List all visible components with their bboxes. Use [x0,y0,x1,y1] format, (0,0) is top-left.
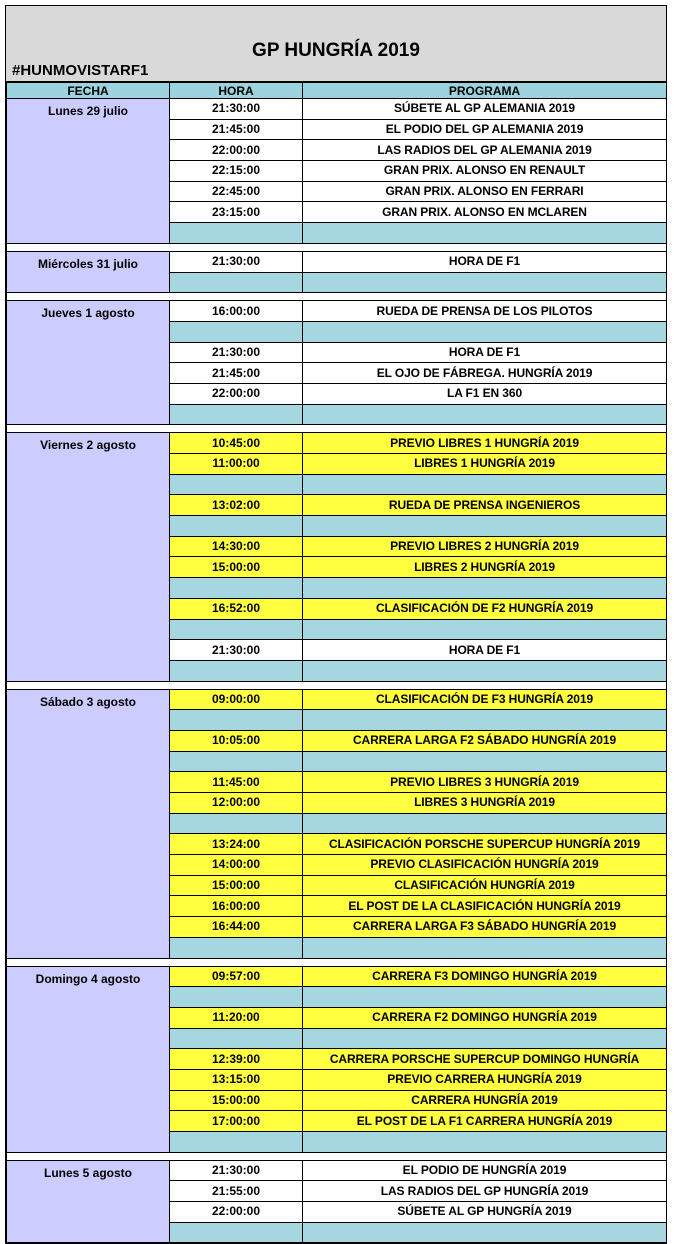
time-cell: 14:30:00 [170,536,303,557]
program-cell: CARRERA F3 DOMINGO HUNGRÍA 2019 [303,966,667,987]
time-cell [170,1132,303,1153]
program-cell: HORA DE F1 [303,251,667,272]
time-cell: 12:39:00 [170,1049,303,1070]
time-cell: 16:52:00 [170,598,303,619]
time-cell: 22:15:00 [170,161,303,182]
program-cell: RUEDA DE PRENSA INGENIEROS [303,495,667,516]
program-cell: EL PODIO DEL GP ALEMANIA 2019 [303,119,667,140]
time-cell: 09:00:00 [170,689,303,710]
time-cell: 16:00:00 [170,301,303,322]
program-cell: PREVIO CLASIFICACIÓN HUNGRÍA 2019 [303,855,667,876]
program-cell [303,619,667,640]
time-cell: 14:00:00 [170,855,303,876]
program-cell: LIBRES 1 HUNGRÍA 2019 [303,454,667,475]
program-cell [303,710,667,731]
program-cell: CLASIFICACIÓN DE F3 HUNGRÍA 2019 [303,689,667,710]
program-cell: LIBRES 2 HUNGRÍA 2019 [303,557,667,578]
program-cell: CARRERA PORSCHE SUPERCUP DOMINGO HUNGRÍA [303,1049,667,1070]
program-cell: LIBRES 3 HUNGRÍA 2019 [303,793,667,814]
schedule-table [6,82,667,1243]
separator-cell [7,425,667,433]
time-cell [170,987,303,1008]
time-cell: 15:00:00 [170,875,303,896]
day-date: Lunes 5 agosto [7,1160,170,1243]
day-separator [7,243,667,251]
program-cell: LAS RADIOS DEL GP HUNGRÍA 2019 [303,1181,667,1202]
time-cell: 21:30:00 [170,99,303,120]
time-cell: 09:57:00 [170,966,303,987]
schedule-row [7,99,667,120]
time-cell: 22:00:00 [170,1202,303,1223]
program-cell: EL POST DE LA F1 CARRERA HUNGRÍA 2019 [303,1111,667,1132]
program-cell [303,751,667,772]
day-date: Sábado 3 agosto [7,689,170,958]
time-cell [170,751,303,772]
time-cell: 21:45:00 [170,363,303,384]
program-cell: HORA DE F1 [303,342,667,363]
time-cell: 13:02:00 [170,495,303,516]
time-cell: 10:05:00 [170,730,303,751]
page-title: GP HUNGRÍA 2019 [252,40,420,61]
program-cell [303,474,667,495]
schedule-row [7,1160,667,1181]
column-header-row [7,83,667,99]
day-date: Lunes 29 julio [7,99,170,244]
separator-cell [7,293,667,301]
program-cell: CARRERA LARGA F2 SÁBADO HUNGRÍA 2019 [303,730,667,751]
sheet-header [6,6,666,82]
time-cell: 15:00:00 [170,557,303,578]
program-cell [303,223,667,244]
program-cell [303,1028,667,1049]
time-cell: 16:44:00 [170,917,303,938]
column-header-hora: HORA [170,83,303,99]
time-cell [170,1028,303,1049]
time-cell: 22:00:00 [170,383,303,404]
program-cell [303,321,667,342]
time-cell: 21:45:00 [170,119,303,140]
separator-cell [7,243,667,251]
program-cell: SÚBETE AL GP ALEMANIA 2019 [303,99,667,120]
day-separator [7,1152,667,1160]
separator-cell [7,958,667,966]
time-cell: 21:30:00 [170,342,303,363]
program-cell: LA F1 EN 360 [303,383,667,404]
program-cell [303,578,667,599]
program-cell [303,660,667,681]
time-cell [170,710,303,731]
program-cell: CLASIFICACIÓN DE F2 HUNGRÍA 2019 [303,598,667,619]
program-cell [303,404,667,425]
day-separator [7,293,667,301]
time-cell [170,272,303,293]
time-cell [170,660,303,681]
day-date: Domingo 4 agosto [7,966,170,1152]
program-cell: SÚBETE AL GP HUNGRÍA 2019 [303,1202,667,1223]
program-cell: HORA DE F1 [303,640,667,661]
program-cell: CARRERA HUNGRÍA 2019 [303,1090,667,1111]
time-cell: 10:45:00 [170,433,303,454]
program-cell: LAS RADIOS DEL GP ALEMANIA 2019 [303,140,667,161]
time-cell [170,578,303,599]
time-cell: 16:00:00 [170,896,303,917]
time-cell: 11:00:00 [170,454,303,475]
column-header-programa: PROGRAMA [303,83,667,99]
time-cell: 15:00:00 [170,1090,303,1111]
time-cell [170,223,303,244]
time-cell: 21:55:00 [170,1181,303,1202]
day-separator [7,681,667,689]
schedule-row [7,966,667,987]
time-cell [170,813,303,834]
program-cell: CLASIFICACIÓN PORSCHE SUPERCUP HUNGRÍA 2019 [303,834,667,855]
program-cell: PREVIO LIBRES 1 HUNGRÍA 2019 [303,433,667,454]
separator-cell [7,1152,667,1160]
time-cell: 11:45:00 [170,772,303,793]
hashtag: #HUNMOVISTARF1 [12,62,149,79]
time-cell [170,404,303,425]
program-cell: GRAN PRIX. ALONSO EN FERRARI [303,181,667,202]
program-cell: PREVIO CARRERA HUNGRÍA 2019 [303,1069,667,1090]
schedule-sheet [5,5,667,1244]
time-cell [170,474,303,495]
column-header-fecha: FECHA [7,83,170,99]
schedule-body [7,99,667,1243]
time-cell: 22:45:00 [170,181,303,202]
time-cell: 23:15:00 [170,202,303,223]
day-separator [7,958,667,966]
program-cell: EL POST DE LA CLASIFICACIÓN HUNGRÍA 2019 [303,896,667,917]
schedule-row [7,301,667,322]
program-cell: PREVIO LIBRES 2 HUNGRÍA 2019 [303,536,667,557]
program-cell: CLASIFICACIÓN HUNGRÍA 2019 [303,875,667,896]
program-cell: CARRERA F2 DOMINGO HUNGRÍA 2019 [303,1007,667,1028]
program-cell: CARRERA LARGA F3 SÁBADO HUNGRÍA 2019 [303,917,667,938]
time-cell [170,1222,303,1243]
program-cell: EL OJO DE FÁBREGA. HUNGRÍA 2019 [303,363,667,384]
time-cell: 13:15:00 [170,1069,303,1090]
program-cell [303,937,667,958]
program-cell [303,516,667,537]
time-cell: 11:20:00 [170,1007,303,1028]
schedule-row [7,251,667,272]
program-cell [303,1132,667,1153]
program-cell: EL PODIO DE HUNGRÍA 2019 [303,1160,667,1181]
time-cell: 21:30:00 [170,640,303,661]
day-separator [7,425,667,433]
day-date: Miércoles 31 julio [7,251,170,292]
schedule-row [7,689,667,710]
time-cell: 17:00:00 [170,1111,303,1132]
program-cell: PREVIO LIBRES 3 HUNGRÍA 2019 [303,772,667,793]
program-cell [303,272,667,293]
program-cell [303,987,667,1008]
time-cell: 21:30:00 [170,251,303,272]
time-cell: 21:30:00 [170,1160,303,1181]
time-cell: 13:24:00 [170,834,303,855]
time-cell: 22:00:00 [170,140,303,161]
program-cell [303,1222,667,1243]
day-date: Jueves 1 agosto [7,301,170,425]
time-cell [170,619,303,640]
program-cell: RUEDA DE PRENSA DE LOS PILOTOS [303,301,667,322]
program-cell: GRAN PRIX. ALONSO EN RENAULT [303,161,667,182]
program-cell: GRAN PRIX. ALONSO EN MCLAREN [303,202,667,223]
separator-cell [7,681,667,689]
program-cell [303,813,667,834]
time-cell [170,937,303,958]
schedule-row [7,433,667,454]
time-cell [170,516,303,537]
time-cell [170,321,303,342]
day-date: Viernes 2 agosto [7,433,170,681]
time-cell: 12:00:00 [170,793,303,814]
